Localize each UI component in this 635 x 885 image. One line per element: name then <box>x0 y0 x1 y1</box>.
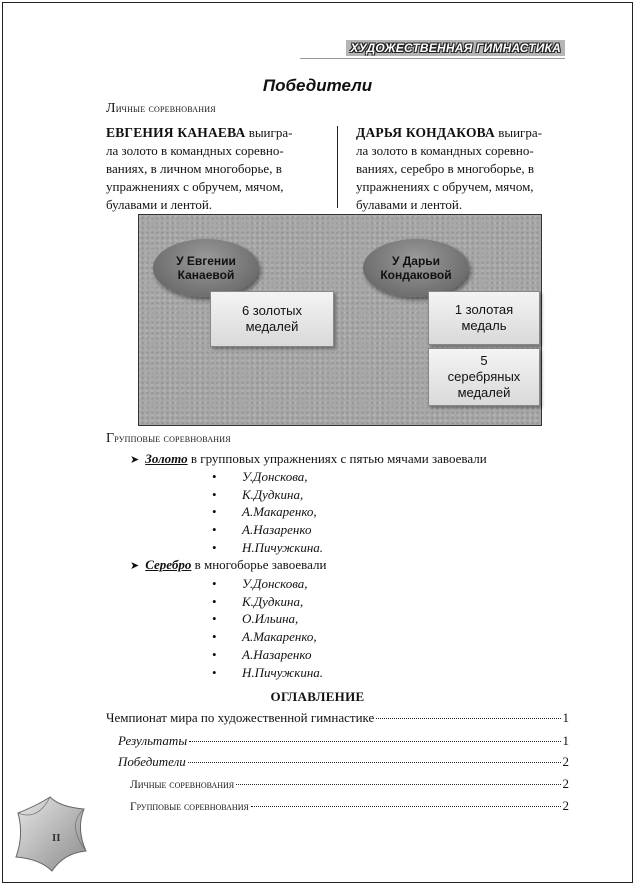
text-line: ла золото в командных соревно- <box>356 143 534 158</box>
oval-text: У Дарьи <box>391 254 441 268</box>
group-heading <box>106 431 231 447</box>
group-heading-rest: рупповые соревнования <box>114 431 231 445</box>
text-line: упражнениях с обручем, мячом, <box>356 179 534 194</box>
toc-entry-page: 2 <box>562 754 569 769</box>
toc-entry-text: Результаты <box>118 733 188 748</box>
silver-text: в многоборье завоевали <box>191 557 327 572</box>
toc-entry-text: Чемпионат мира по художественной гимнастике <box>106 710 375 725</box>
toc-entry-page: 2 <box>562 776 569 791</box>
oval-text: У Евгении <box>176 254 236 268</box>
toc-leader <box>188 762 561 763</box>
text-line: ваниях, серебро в многоборье, в <box>356 161 534 176</box>
silver-label: Серебро <box>145 557 192 572</box>
toc-entry[interactable] <box>130 798 569 814</box>
box-kanaeva-gold <box>210 291 334 347</box>
toc-entry[interactable] <box>118 733 569 749</box>
silver-winners-list <box>212 575 323 681</box>
list-item: • Н.Пичужкина. <box>212 539 323 557</box>
toc-leader <box>251 806 561 807</box>
toc-entry-text: Личные соревнования <box>130 779 235 791</box>
oval-text: Кондаковой <box>380 268 452 282</box>
box-text: 6 золотых <box>241 303 303 318</box>
toc-leader <box>376 718 560 719</box>
corner-ornament-icon <box>10 795 90 873</box>
list-item: • У.Донскова, <box>212 468 323 486</box>
list-item: • А.Назаренко <box>212 646 323 664</box>
box-text: серебряных <box>447 369 521 384</box>
personal-heading-rest: ичные соревнования <box>115 101 216 115</box>
list-item: • О.Ильина, <box>212 610 323 628</box>
list-item: • Н.Пичужкина. <box>212 664 323 682</box>
toc-entry[interactable] <box>106 710 569 726</box>
list-item: • У.Донскова, <box>212 575 323 593</box>
gold-winners-list <box>212 468 323 557</box>
arrowhead-icon: ➤ <box>130 560 140 572</box>
winner-name: ЕВГЕНИЯ КАНАЕВА <box>106 125 246 140</box>
running-header: ХУДОЖЕСТВЕННАЯ ГИМНАСТИКА <box>346 40 565 56</box>
text-line: ла золото в командных соревно- <box>106 143 284 158</box>
box-text: медалей <box>245 319 299 334</box>
oval-kondakova <box>363 239 469 297</box>
oval-text: Канаевой <box>177 268 235 282</box>
toc-entry-text: Победители <box>118 754 186 769</box>
personal-heading <box>106 101 216 117</box>
toc-leader <box>236 784 560 785</box>
box-kondakova-silver <box>428 348 540 406</box>
page-title: Победители <box>262 76 373 95</box>
box-kondakova-gold <box>428 291 540 345</box>
text-line: булавами и лентой. <box>356 197 463 212</box>
box-text: медалей <box>457 385 511 400</box>
text-line: упражнениях с обручем, мячом, <box>106 179 284 194</box>
text-line: выигра- <box>248 125 293 140</box>
text-line: ваниях, в личном многоборье, в <box>106 161 282 176</box>
list-item: • А.Макаренко, <box>212 503 323 521</box>
gold-text: в групповых упражнениях с пятью мячами завоевали <box>187 451 487 466</box>
box-text: 5 <box>480 353 488 368</box>
winner-name: ДАРЬЯ КОНДАКОВА <box>356 125 495 140</box>
text-line: выигра- <box>498 125 542 140</box>
list-item: • А.Назаренко <box>212 521 323 539</box>
arrowhead-icon: ➤ <box>130 454 140 466</box>
page-number: II <box>52 832 61 844</box>
list-item: • К.Дудкина, <box>212 593 323 611</box>
toc-heading: ОГЛАВЛЕНИЕ <box>270 689 365 704</box>
winner-column-left <box>106 124 326 214</box>
group-heading-initial: Г <box>106 431 115 446</box>
toc-entry-page: 2 <box>562 798 569 813</box>
toc-entry-page: 1 <box>562 733 569 748</box>
box-text: 1 золотая <box>454 302 514 317</box>
personal-heading-initial: Л <box>106 101 116 116</box>
oval-kanaeva <box>153 239 259 297</box>
toc-entry[interactable] <box>130 776 569 792</box>
gold-item <box>130 451 487 467</box>
toc-entry[interactable] <box>118 754 569 770</box>
list-item: • А.Макаренко, <box>212 628 323 646</box>
gold-label: Золото <box>145 451 188 466</box>
medals-diagram <box>138 214 542 426</box>
toc-entry-text: Групповые соревнования <box>130 801 249 813</box>
toc-entry-page: 1 <box>562 710 569 725</box>
header-rule <box>300 58 565 59</box>
column-divider <box>337 126 338 208</box>
text-line: булавами и лентой. <box>106 197 213 212</box>
winner-column-right <box>356 124 576 214</box>
silver-item <box>130 557 326 573</box>
toc-leader <box>189 741 560 742</box>
box-text: медаль <box>461 318 507 333</box>
list-item: • К.Дудкина, <box>212 486 323 504</box>
